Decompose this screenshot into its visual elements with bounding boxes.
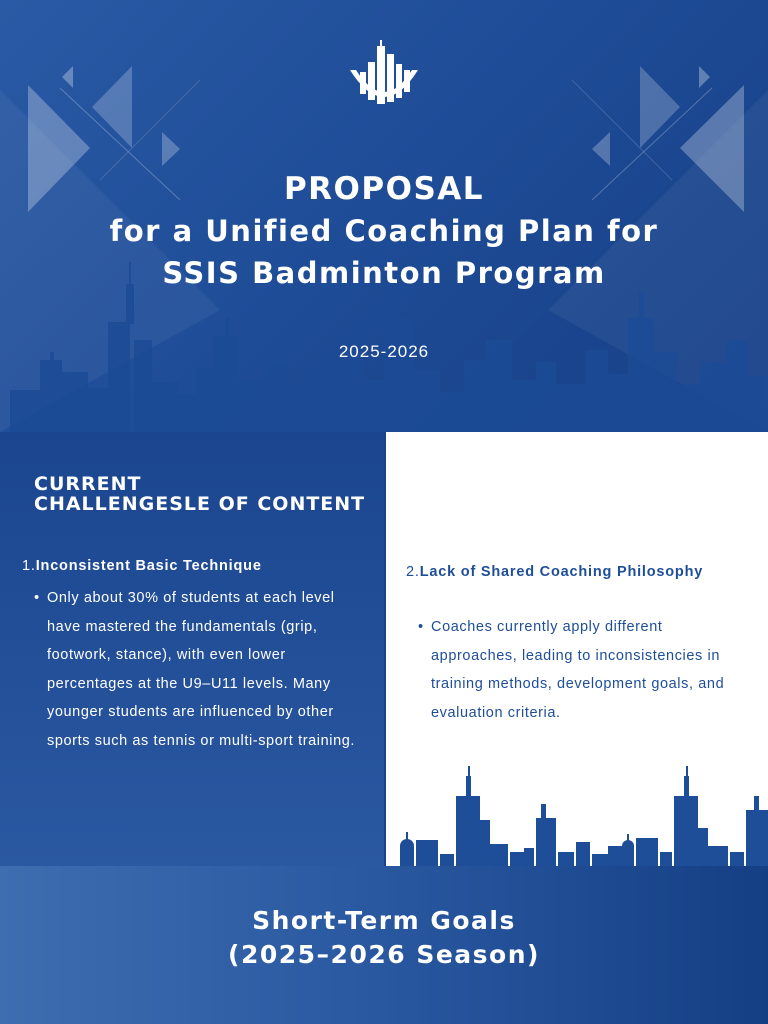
section-heading-line-1: CURRENT [34,473,142,495]
bullet-dot-icon: • [418,619,424,635]
page-title [0,168,768,294]
bullet-dot-icon: • [34,590,40,606]
year-label: 2025-2026 [338,342,430,361]
challenge-1-text: Only about 30% of students at each level have mastered the fundamentals (grip, footwork, stance), with even lower percentages at the U9–U11 levels. Many younger students are influenced by other sports such as tennis or multi-sport training. [47,590,356,749]
challenge-2-description [414,613,744,727]
section-heading [34,474,365,514]
city-building-logo-icon [346,40,422,108]
title-line-1: PROPOSAL [283,171,485,207]
challenge-1-title [22,558,262,574]
challenge-2-heading: Lack of Shared Coaching Philosophy [419,564,704,580]
skyline-decoration [386,766,768,866]
title-line-3: SSIS Badminton Program [162,256,606,290]
title-line-2: for a Unified Coaching Plan for [109,214,659,248]
challenge-1-heading: Inconsistent Basic Technique [35,558,262,574]
challenge-2-text: Coaches currently apply different approaches, leading to inconsistencies in training methods, development goals, and evaluation criteria. [431,619,725,721]
challenge-2-number: 2. [406,564,420,580]
footer-title-line-1: Short-Term Goals [252,906,516,935]
challenge-2-title [406,558,756,587]
challenge-1-number: 1. [22,558,36,574]
section-heading-line-2: CHALLENGESLE OF CONTENT [34,493,366,515]
footer-title-line-2: (2025–2026 Season) [228,940,540,969]
footer-title [0,904,768,972]
challenge-1-description [30,584,370,756]
